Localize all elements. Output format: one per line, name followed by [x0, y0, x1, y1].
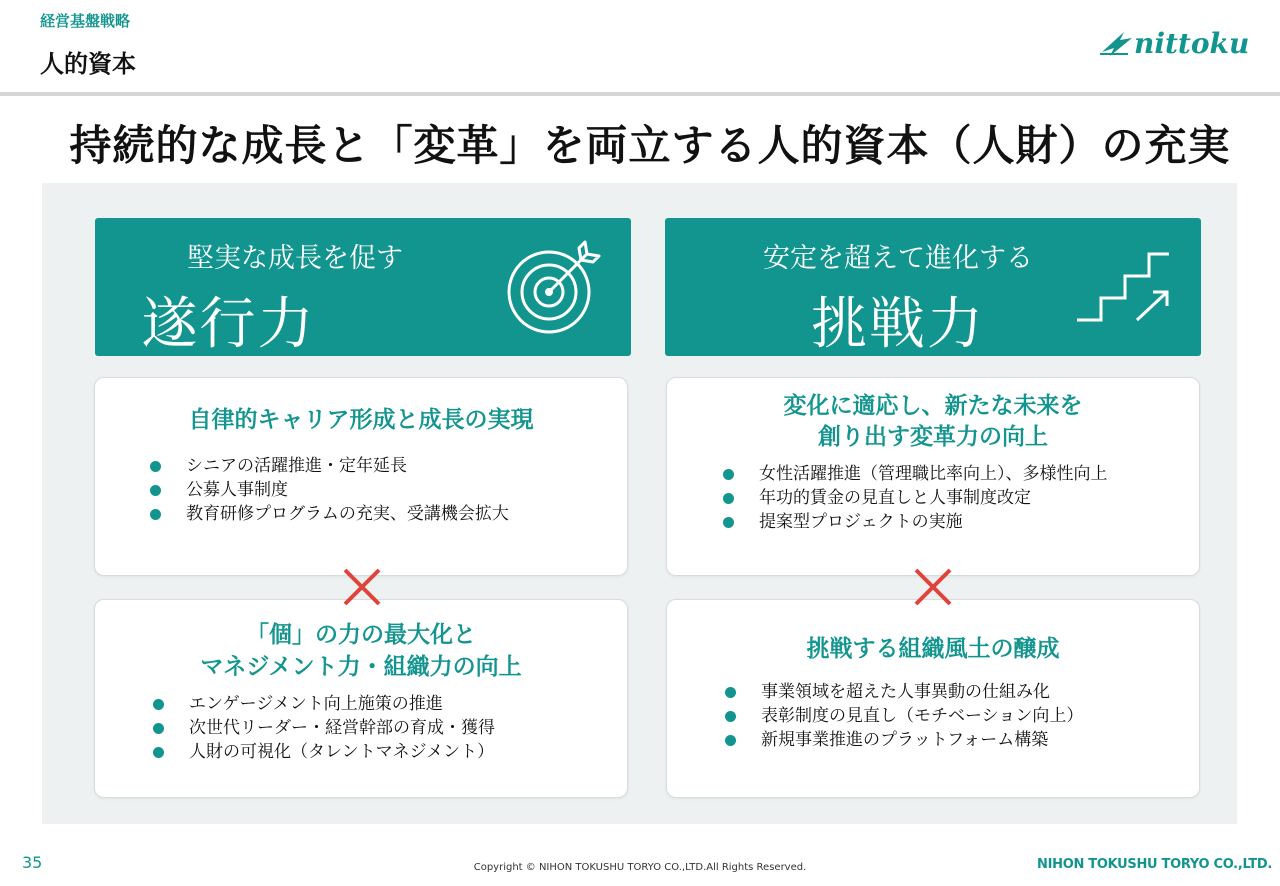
company-logo — [1098, 24, 1258, 62]
slide-title: 持続的な成長と「変革」を両立する人的資本（人財）の充実 — [69, 121, 1231, 170]
card-list — [725, 680, 1083, 752]
card-transformation — [666, 377, 1200, 576]
list-item: 年功的賃金の見直しと人事制度改定 — [723, 486, 1108, 510]
list-item: 事業領域を超えた人事異動の仕組み化 — [725, 680, 1083, 704]
header-divider — [0, 92, 1280, 96]
banner-subtitle: 堅実な成長を促す — [187, 243, 403, 274]
card-individual-strength — [94, 599, 628, 798]
card-title-line-2: マネジメント力・組織力の向上 — [200, 654, 522, 680]
company-name: NIHON TOKUSHU TORYO CO.,LTD. — [1037, 857, 1272, 872]
banner-subtitle: 安定を超えて進化する — [763, 243, 1033, 274]
cross-icon — [342, 567, 382, 607]
list-item: エンゲージメント向上施策の推進 — [153, 692, 495, 716]
card-career-development — [94, 377, 628, 576]
banner-title: 挑戦力 — [811, 292, 985, 357]
card-challenge-culture — [666, 599, 1200, 798]
banner-challenge — [665, 218, 1201, 356]
card-list — [723, 462, 1108, 534]
copyright-notice: Copyright © NIHON TOKUSHU TORYO CO.,LTD.All Rights Reserved. — [473, 862, 807, 873]
list-item: 公募人事制度 — [150, 478, 509, 502]
cross-icon — [913, 567, 953, 607]
list-item: 提案型プロジェクトの実施 — [723, 510, 1108, 534]
card-title-line-1: 変化に適応し、新たな未来を — [783, 393, 1083, 419]
list-item: シニアの活躍推進・定年延長 — [150, 454, 509, 478]
card-list — [153, 692, 495, 764]
card-title: 自律的キャリア形成と成長の実現 — [188, 407, 534, 433]
list-item: 女性活躍推進（管理職比率向上）、多様性向上 — [723, 462, 1108, 486]
target-icon — [505, 240, 601, 336]
card-list — [150, 454, 509, 526]
banner-execution — [95, 218, 631, 356]
list-item: 新規事業推進のプラットフォーム構築 — [725, 728, 1083, 752]
svg-text:nittoku: nittoku — [1134, 27, 1250, 60]
list-item: 表彰制度の見直し（モチベーション向上） — [725, 704, 1083, 728]
page-number: 35 — [22, 853, 43, 872]
list-item: 人財の可視化（タレントマネジメント） — [153, 740, 495, 764]
banner-title: 遂行力 — [141, 292, 316, 357]
section-title: 人的資本 — [40, 50, 136, 78]
card-title: 挑戦する組織風土の醸成 — [806, 636, 1060, 662]
card-title-line-1: 「個」の力の最大化と — [246, 622, 476, 648]
card-title-line-2: 創り出す変革力の向上 — [818, 424, 1048, 450]
list-item: 次世代リーダー・経営幹部の育成・獲得 — [153, 716, 495, 740]
list-item: 教育研修プログラムの充実、受講機会拡大 — [150, 502, 509, 526]
section-category: 経営基盤戦略 — [40, 12, 131, 30]
stairs-arrow-icon — [1075, 248, 1171, 328]
